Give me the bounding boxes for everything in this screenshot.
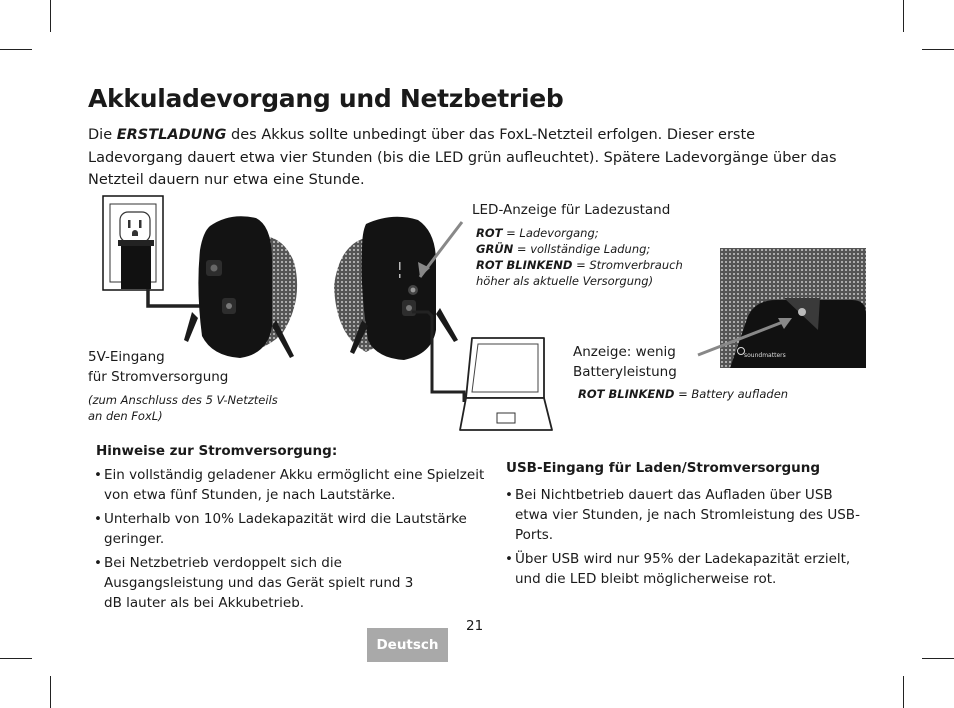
- intro-pre: Die: [88, 127, 117, 143]
- speaker-right-icon: [334, 217, 458, 360]
- usb-notes-list: [505, 485, 867, 593]
- input-label-line2: für Stromversorgung: [88, 369, 229, 385]
- led-label: LED-Anzeige für Ladezustand: [472, 202, 671, 218]
- battery-note: ROT BLINKEND = Battery aufladen: [578, 387, 789, 401]
- power-notes-list: [94, 465, 494, 617]
- led-state-red: ROT = Ladevorgang;: [476, 226, 599, 240]
- brand-text: soundmatters: [744, 352, 786, 359]
- intro-post: des Akkus sollte unbedingt über das FoxL-Netzteil erfolgen. Dieser erste Ladevorgang dauert etwa vier Stunden (bis die LED grün aufleuchtet). Spätere Ladevorgänge über das Netzteil dauern nur etwa eine Stunde.: [88, 127, 837, 188]
- input-note-line1: (zum Anschluss des 5 V-Netzteils: [88, 393, 278, 407]
- usb-notes-heading: USB-Eingang für Laden/Stromversorgung: [506, 460, 821, 476]
- list-item: • Ein vollständig geladener Akku ermöglicht eine Spielzeit von etwa fünf Stunden, je nach Lautstärke.: [94, 465, 494, 505]
- led-states: [476, 225, 683, 289]
- list-item: • Unterhalb von 10% Ladekapazität wird die Lautstärke geringer.: [94, 509, 494, 549]
- page-title: Akkuladevorgang und Netzbetrieb: [88, 84, 564, 113]
- laptop-icon: [460, 338, 552, 430]
- list-item: • Bei Nichtbetrieb dauert das Aufladen über USB etwa vier Stunden, je nach Stromleistung des USB-Ports.: [505, 485, 867, 545]
- list-item: • Über USB wird nur 95% der Ladekapazität erzielt, und die LED bleibt möglicherweise rot.: [505, 549, 867, 589]
- list-item: • Bei Netzbetrieb verdoppelt sich die Ausgangsleistung und das Gerät spielt rund 3 dB lauter als bei Akkubetrieb.: [94, 553, 434, 613]
- led-state-green: GRÜN = vollständige Ladung;: [476, 242, 651, 256]
- speaker-left-icon: [184, 216, 297, 358]
- power-notes-heading: Hinweise zur Stromversorgung:: [96, 443, 338, 459]
- input-note: [88, 392, 278, 424]
- led-state-red-blinking: ROT BLINKEND = Stromverbrauch: [476, 258, 683, 272]
- language-tab: Deutsch: [367, 628, 448, 662]
- power-adapter-icon: [118, 240, 154, 289]
- led-state-continuation: höher als aktuelle Versorgung): [476, 274, 654, 288]
- input-label-line1: 5V-Eingang: [88, 349, 165, 365]
- intro-emphasis: ERSTLADUNG: [116, 127, 227, 143]
- battery-label-line2: Batteryleistung: [573, 364, 677, 380]
- input-label: [88, 347, 228, 387]
- battery-label: [573, 342, 677, 382]
- speaker-grille-icon: [720, 248, 866, 368]
- battery-label-line1: Anzeige: wenig: [573, 344, 676, 360]
- page-number: 21: [466, 618, 484, 634]
- input-note-line2: an den FoxL): [88, 409, 163, 423]
